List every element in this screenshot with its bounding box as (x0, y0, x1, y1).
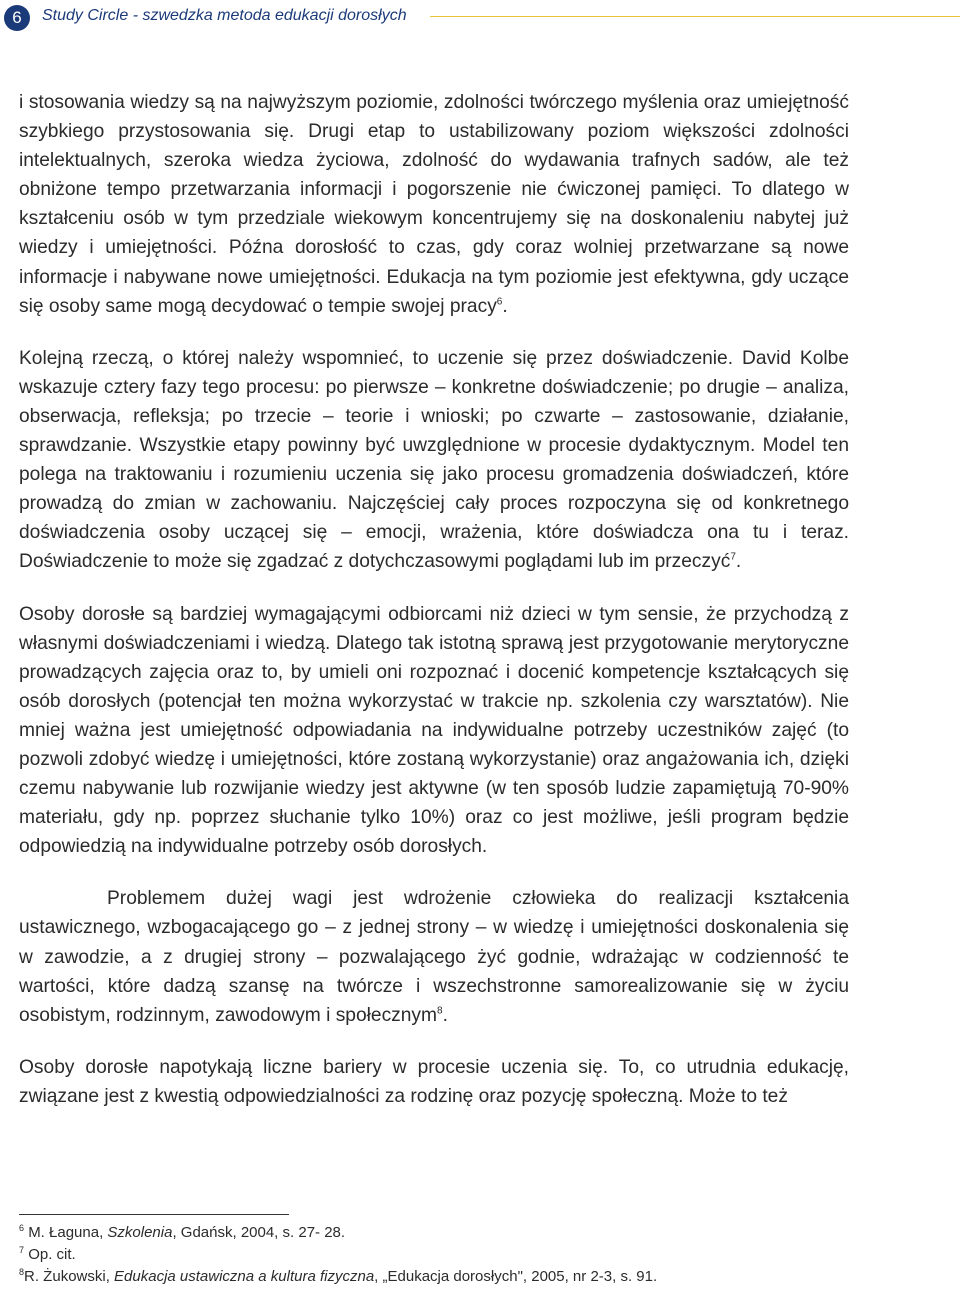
header-divider (430, 16, 960, 17)
page-header (0, 0, 960, 40)
footnote-8: $^8$R. Żukowski, Edukacja ustawiczna a kultura fizyczna, „Edukacja dorosłych", 2005, nr 2-3, s. 91. (19, 1267, 658, 1285)
footnotes (19, 1214, 919, 1288)
paragraph-2: Kolejną rzeczą, o której należy wspomnieć, to uczenie się przez doświadczenie. David Kolbe wskazuje cztery fazy tego procesu: po pierwsze – konkretne doświadczenie; po drugie – analiza, obserwacja, refleksja; po trzecie – teorie i wnioski; po czwarte – zastosowanie, działanie, sprawdzanie. Wszystkie etapy powinny być uwzględnione w procesie dydaktycznym. Model ten polega na traktowaniu i rozumieniu uczenia się jako procesu gromadzenia doświadczeń, które prowadzą do zmian w zachowaniu. Najczęściej cały proces rozpoczyna się od konkretnego doświadczenia osoby uczącej się – emocji, wrażenia, które doświadcza ona tu i teraz. Doświadczenie to może się zgadzać z dotychczasowymi poglądami lub im przeczyć$^7$. (19, 347, 849, 573)
running-header-title: Study Circle - szwedzka metoda edukacji dorosłych (42, 7, 407, 24)
body-text (19, 88, 849, 1111)
footnote-ref-8[interactable]: 8 (437, 1005, 443, 1017)
paragraph-3: Osoby dorosłe są bardziej wymagającymi odbiorcami niż dzieci w tym sensie, że przychodzą z własnymi doświadczeniami i wiedzą. Dlatego tak istotną sprawą jest przygotowanie merytoryczne prowadzących zajęcia oraz to, by umieli oni rozpoznać i docenić kompetencje kształcących się osób dorosłych (potencjał ten można wykorzystać w trakcie np. szkolenia czy warsztatów). Nie mniej ważna jest umiejętność odpowiadania na indywidualne potrzeby uczestników zajęć (to pozwoli zdobyć wiedzę i umiejętności, które zostaną wykorzystanie) oraz angażowania ich, dzięki czemu nabywanie lub rozwijanie wiedzy jest aktywne (w ten sposób ludzie zapamiętują 70-90% materiału, gdy np. poprzez słuchanie tylko 10%) oraz co jest możliwe, jeśli program będzie odpowiedzią na indywidualne potrzeby osób dorosłych. (19, 603, 849, 858)
footnote-7: $^7$ Op. cit. (19, 1245, 76, 1263)
footnote-6: $^6$ M. Łaguna, Szkolenia, Gdańsk, 2004, s. 27- 28. (19, 1223, 346, 1241)
paragraph-1: i stosowania wiedzy są na najwyższym poziomie, zdolności twórczego myślenia oraz umiejętność szybkiego przystosowania się. Drugi etap to ustabilizowany poziom większości zdolności intelektualnych, szeroka wiedza życiowa, zdolność do wydawania trafnych sadów, ale też obniżone tempo przetwarzania informacji i pogorszenie nie ćwiczonej pamięci. To dlatego w kształceniu osób w tym przedziale wiekowym koncentrujemy się na doskonaleniu nabytej już wiedzy i umiejętności. Późna dorosłość to czas, gdy coraz wolniej przetwarzane są nowe informacje i nabywane nowe umiejętności. Edukacja na tym poziomie jest efektywna, gdy uczące się osoby same mogą decydować o tempie swojej pracy$^6$. (19, 92, 849, 317)
paragraph-4: Problemem dużej wagi jest wdrożenie człowieka do realizacji kształcenia ustawicznego, wzbogacającego go – z jednej strony – w wiedzę i umiejętności doskonalenia się w zawodzie, a z drugiej strony – pozwalającego żyć godnie, wdrażając w codzienność te wartości, które dadzą szansę na twórcze i wszechstronne samorealizowanie się w życiu osobistym, rodzinnym, zawodowym i społecznym$^8$. (19, 888, 849, 1026)
paragraph-5: Osoby dorosłe napotykają liczne bariery w procesie uczenia się. To, co utrudnia edukację, związane jest z kwestią odpowiedzialności za rodzinę oraz pozycję społeczną. Może to też (19, 1056, 849, 1107)
footnote-ref-7[interactable]: 7 (730, 552, 736, 564)
page-number-badge: 6 (4, 5, 30, 31)
footnote-ref-6[interactable]: 6 (496, 296, 503, 308)
footnote-divider (19, 1214, 289, 1215)
